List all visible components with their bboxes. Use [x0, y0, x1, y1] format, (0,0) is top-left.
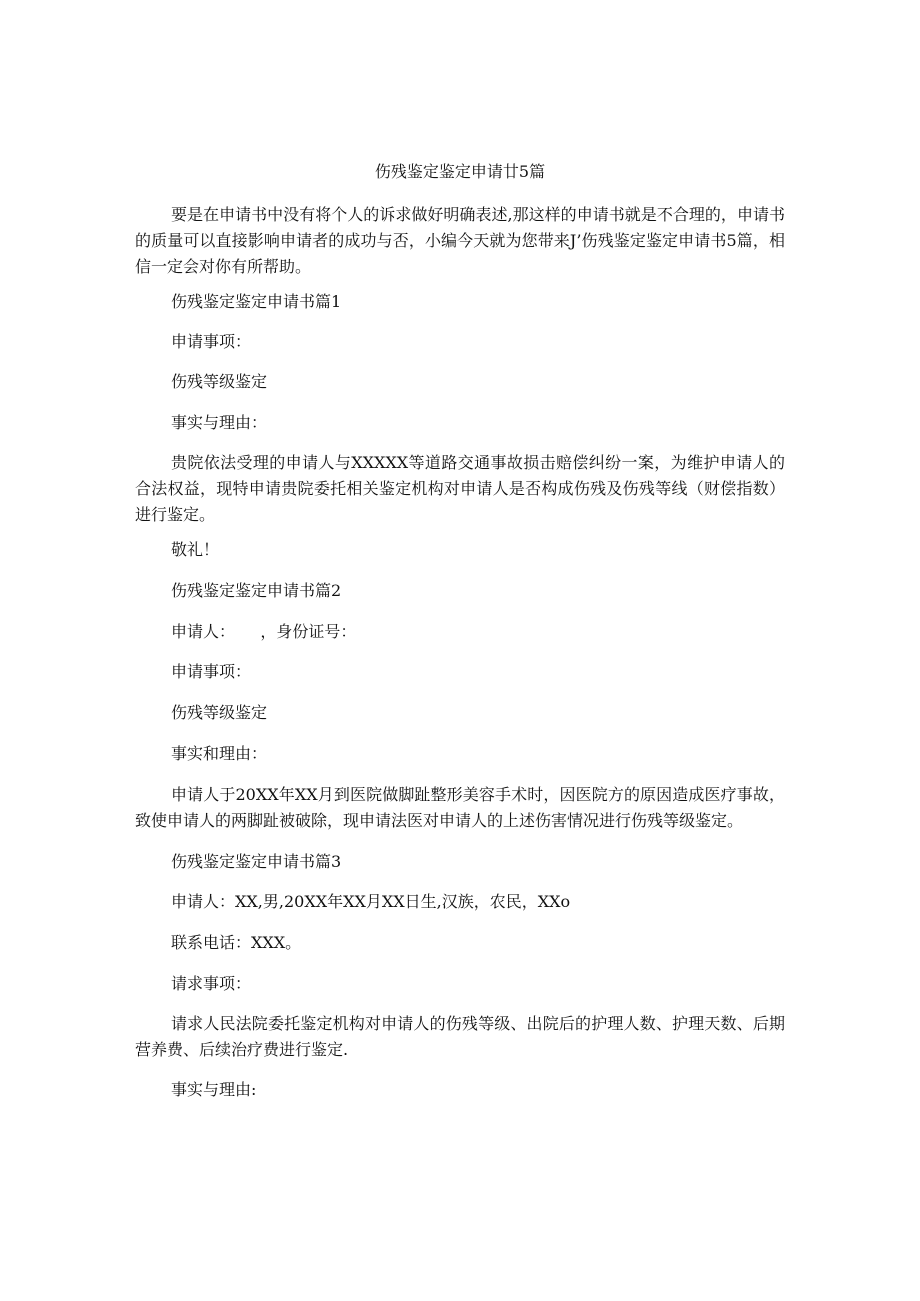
- section1-item-label: 申请事项：: [171, 332, 252, 351]
- section2-applicant: 申请人： ，身份证号：: [171, 622, 357, 641]
- section3-heading: 伤残鉴定鉴定申请书篇3: [171, 852, 342, 871]
- section1-reason-label: 事实与理由：: [171, 413, 268, 432]
- section3-reason-label: 事实与理由:: [171, 1080, 257, 1099]
- section3-request-label: 请求事项：: [171, 974, 252, 993]
- section1-reason-text: 贵院依法受理的申请人与XXXXX等道路交通事故损击赔偿纠纷一案，为维护申请人的合法权益，现特申请贵院委托相关鉴定机构对申请人是否构成伤残及伤残等线（财偿指数）进行鉴定。: [135, 453, 785, 524]
- section3-request-text: 请求人民法院委托鉴定机构对申请人的伤残等级、出院后的护理人数、护理天数、后期营养费、后续治疗费进行鉴定.: [135, 1014, 785, 1059]
- section3-applicant: 申请人：XX,男,20XX年XX月XX日生,汉族，农民，XXo: [171, 892, 571, 911]
- section1-item-value: 伤残等级鉴定: [171, 372, 268, 391]
- section1-closing: 敬礼！: [171, 540, 220, 559]
- document-title: 伤残鉴定鉴定申请廿5篇: [374, 162, 546, 181]
- intro-paragraph: 要是在申请书中没有将个人的诉求做好明确表述,那这样的申请书就是不合理的，申请书的质量可以直接影响申请者的成功与否，小编今天就为您带来J’伤残鉴定鉴定申请书5篇，相信一定会对你有所帮助。: [135, 205, 785, 276]
- section2-item-value: 伤残等级鉴定: [171, 703, 268, 722]
- section2-reason-label: 事实和理由：: [171, 744, 268, 763]
- section3-phone: 联系电话：XXX。: [171, 933, 302, 952]
- section2-reason-text: 申请人于20XX年XX月到医院做脚趾整形美容手术时，因医院方的原因造成医疗事故，致使申请人的两脚趾被破除，现申请法医对申请人的上述伤害情况进行伤残等级鉴定。: [135, 785, 785, 830]
- section1-heading: 伤残鉴定鉴定申请书篇1: [171, 292, 342, 311]
- section2-heading: 伤残鉴定鉴定申请书篇2: [171, 581, 342, 600]
- section2-item-label: 申请事项：: [171, 662, 252, 681]
